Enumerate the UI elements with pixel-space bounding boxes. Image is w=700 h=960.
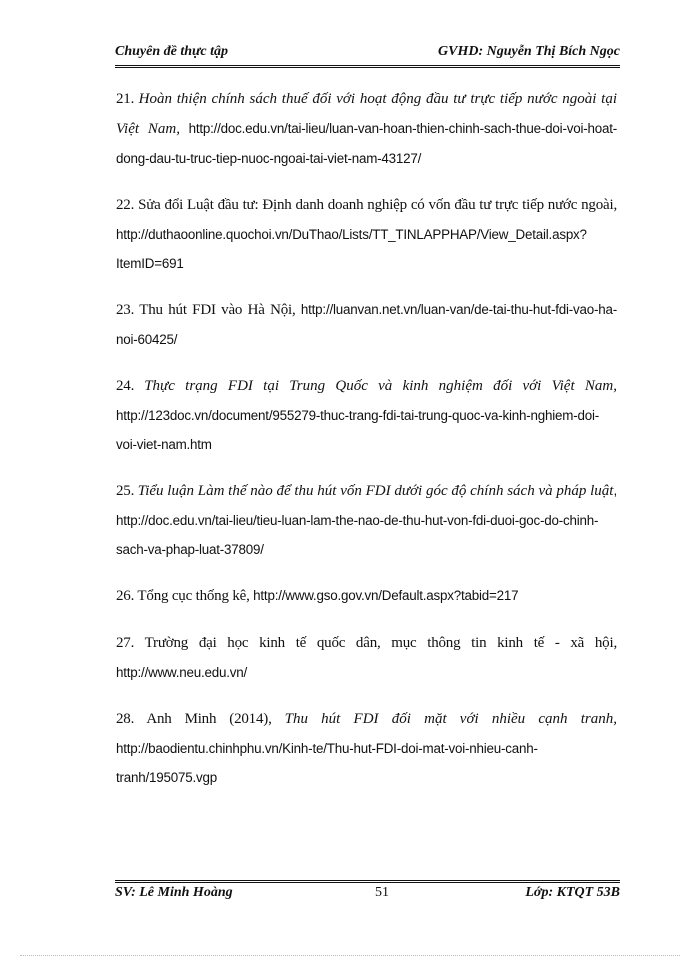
page-header xyxy=(115,44,620,60)
reference-number: 24. xyxy=(116,378,135,394)
reference-url: http://123doc.vn/document/955279-thuc-trang-fdi-tai-trung-quoc-va-kinh-nghiem-doi-voi-viet-nam.htm xyxy=(116,408,600,452)
reference-prefix: Thu hút FDI vào Hà Nội, xyxy=(134,302,296,318)
reference-item xyxy=(116,581,617,611)
reference-list xyxy=(116,84,617,809)
reference-title: Hoàn thiện chính sách thuế đối với hoạt động đầu tư trực tiếp nước ngoài tại Việt Nam, xyxy=(116,91,617,137)
reference-url: http://www.neu.edu.vn/ xyxy=(116,665,248,680)
reference-prefix: Sửa đổi Luật đầu tư: Định danh doanh nghiệp có vốn đầu tư trực tiếp nước ngoài, xyxy=(134,197,617,213)
reference-item xyxy=(116,371,617,459)
reference-number: 28. xyxy=(116,711,135,727)
reference-prefix: Tổng cục thống kê, xyxy=(134,588,250,604)
reference-item xyxy=(116,190,617,278)
reference-number: 26. xyxy=(116,588,135,604)
footer-class: Lớp: KTQT 53B xyxy=(525,885,620,900)
reference-url: http://doc.edu.vn/tai-lieu/luan-van-hoan-thien-chinh-sach-thue-doi-voi-hoat-dong-dau-tu-truc-tiep-nuoc-ngoai-tai-viet-nam-43127/ xyxy=(116,121,617,166)
reference-url: http://baodientu.chinhphu.vn/Kinh-te/Thu-hut-FDI-doi-mat-voi-nhieu-canh-tranh/195075.vgp xyxy=(116,741,538,785)
reference-url: , http://doc.edu.vn/tai-lieu/tieu-luan-lam-the-nao-de-thu-hut-von-fdi-duoi-goc-do-chinh-sach-va-phap-luat-37809/ xyxy=(116,483,617,557)
header-divider xyxy=(115,65,620,68)
reference-prefix: Trường đại học kinh tế quốc dân, mục thông tin kinh tế - xã hội, xyxy=(134,635,617,651)
reference-item xyxy=(116,295,617,354)
reference-title: Thu hút FDI đối mặt với nhiều cạnh tranh, xyxy=(284,711,617,727)
page-edge xyxy=(20,955,680,956)
reference-title: Tiểu luận Làm thế nào để thu hút vốn FDI dưới góc độ chính sách và pháp luật xyxy=(137,483,614,499)
page-number: 51 xyxy=(375,885,389,900)
reference-prefix xyxy=(134,378,144,394)
reference-item xyxy=(116,628,617,687)
reference-url: http://www.gso.gov.vn/Default.aspx?tabid=217 xyxy=(249,588,519,603)
page-footer xyxy=(115,885,620,901)
header-advisor: GVHD: Nguyễn Thị Bích Ngọc xyxy=(438,44,620,59)
reference-number: 23. xyxy=(116,302,135,318)
reference-title: Thực trạng FDI tại Trung Quốc và kinh nghiệm đối với Việt Nam, xyxy=(144,378,617,394)
reference-url: http://duthaoonline.quochoi.vn/DuThao/Lists/TT_TINLAPPHAP/View_Detail.aspx?ItemID=691 xyxy=(116,227,587,271)
footer-divider xyxy=(115,880,620,883)
reference-number: 21. xyxy=(116,91,135,107)
footer-student: SV: Lê Minh Hoàng xyxy=(115,885,233,900)
reference-number: 22. xyxy=(116,197,135,213)
reference-number: 25. xyxy=(116,483,135,499)
reference-item xyxy=(116,476,617,564)
reference-item xyxy=(116,84,617,173)
reference-item xyxy=(116,704,617,792)
reference-number: 27. xyxy=(116,635,135,651)
reference-url: http://luanvan.net.vn/luan-van/de-tai-thu-hut-fdi-vao-ha-noi-60425/ xyxy=(116,302,618,347)
header-subject: Chuyên đề thực tập xyxy=(115,44,229,59)
reference-prefix: Anh Minh (2014), xyxy=(134,711,285,727)
